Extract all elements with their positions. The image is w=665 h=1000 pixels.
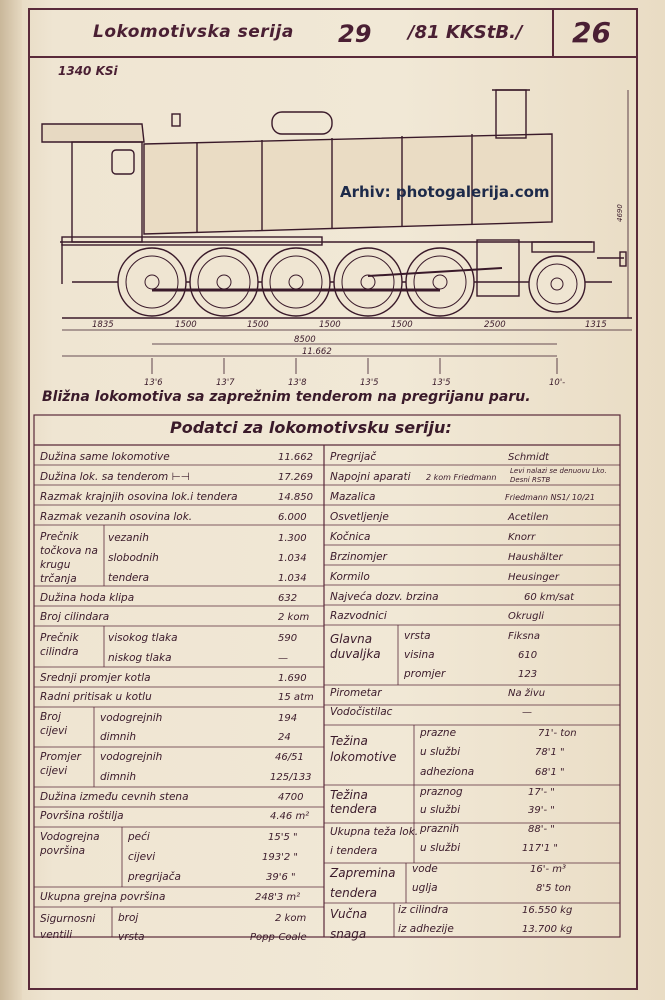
left-sub-label: peći (128, 831, 150, 843)
left-value: Popp-Coale (250, 932, 307, 943)
right-sub-label: iz adhezije (398, 923, 454, 935)
right-label: Razvodnici (330, 610, 387, 622)
left-value: 24 (278, 732, 291, 743)
drawing-caption: Bližna lokomotiva sa zaprežnim tenderom na pregrijanu paru. (42, 389, 531, 405)
left-value: 125/133 (270, 772, 312, 783)
left-sub-label: vodogrejnih (100, 751, 163, 763)
right-sub-label: promjer (404, 668, 446, 680)
right-value: 123 (518, 669, 538, 680)
right-group-label: Težina lokomotive (330, 734, 397, 764)
header-divider (28, 56, 638, 58)
left-sub-label: slobodnih (108, 552, 159, 564)
right-value: 88'- " (528, 824, 555, 835)
left-sub-label: visokog tlaka (108, 632, 178, 644)
left-value: 4.46 m² (270, 811, 310, 822)
right-sub-label: prazne (420, 727, 457, 739)
left-value: 1.690 (278, 673, 307, 684)
right-sub-label: vrsta (404, 630, 431, 642)
series-number: 29 (338, 20, 372, 48)
right-sub-label: uglja (412, 882, 438, 894)
right-value: Schmidt (508, 452, 549, 463)
right-label: Pirometar (330, 687, 382, 699)
axle-load: 13'5 (432, 378, 451, 388)
right-label: Mazalica (330, 491, 376, 503)
left-sub-label: niskog tlaka (108, 652, 172, 664)
left-label: Radni pritisak u kotlu (40, 691, 152, 703)
left-value: 632 (278, 593, 298, 604)
left-sub-label: vezanih (108, 532, 149, 544)
left-group-label: Sigurnosni ventili (40, 913, 96, 941)
left-label: Površina roštilja (40, 810, 124, 822)
left-value: 2 kom (275, 913, 307, 924)
total-dim-b: 11.662 (302, 347, 332, 357)
left-value: 14.850 (278, 492, 313, 503)
left-sub-label: vodogrejnih (100, 712, 163, 724)
left-label: Dužina hoda klipa (40, 592, 135, 604)
left-value: 1.034 (278, 573, 307, 584)
archive-watermark: Arhiv: photogalerija.com (340, 183, 550, 201)
left-group-label: Prečnik cilindra (40, 632, 79, 658)
right-value: 8'5 ton (536, 883, 572, 894)
right-value: 68'1 " (535, 767, 565, 778)
left-value: 6.000 (278, 512, 307, 523)
axle-load: 13'6 (144, 378, 163, 388)
right-sub-label: visina (404, 649, 435, 661)
dim-label: 1500 (247, 320, 269, 330)
right-value: 39'- " (528, 805, 555, 816)
right-group-label: Glavna duvaljka (330, 632, 381, 661)
right-value: 78'1 " (535, 747, 565, 758)
left-label: Srednji promjer kotla (40, 672, 151, 684)
page-number: 26 (572, 16, 611, 49)
right-value: Heusinger (508, 572, 559, 583)
left-value: 39'6 " (266, 872, 296, 883)
right-sub-label: u službi (420, 842, 461, 854)
right-label: Najveća dozv. brzina (330, 591, 439, 603)
left-value: 4700 (278, 792, 304, 803)
left-label: Razmak vezanih osovina lok. (40, 511, 193, 523)
right-value: Knorr (508, 532, 536, 543)
left-sub-label: pregrijača (128, 871, 181, 883)
right-group-label: Zapremina tendera (330, 866, 396, 900)
right-sub-label: praznog (420, 786, 463, 798)
right-label: Napojni aparati (330, 471, 411, 483)
right-label: Brzinomjer (330, 551, 387, 563)
page-number-divider (552, 8, 554, 56)
right-value: Fiksna (508, 631, 540, 642)
right-value: 60 km/sat (524, 592, 575, 603)
left-value: 248'3 m² (255, 892, 301, 903)
left-value: — (278, 653, 288, 664)
right-group-label: Vučna snaga (330, 907, 368, 941)
left-label: Broj cilindara (40, 611, 110, 623)
left-sub-label: tendera (108, 572, 150, 584)
left-label: Dužina lok. sa tenderom ⊢⊣ (40, 471, 190, 483)
left-label: Dužina između cevnih stena (40, 791, 189, 803)
right-value: Okrugli (508, 611, 545, 622)
right-sub-label: iz cilindra (398, 904, 449, 916)
axle-load: 13'5 (360, 378, 379, 388)
right-value: 610 (518, 650, 538, 661)
right-value: 13.700 kg (522, 924, 573, 935)
left-sub-label: cijevi (128, 851, 156, 863)
right-label: Osvetljenje (330, 511, 389, 523)
right-note: Levi nalazi se denuovu Lko. Desni RSTB (510, 467, 607, 484)
right-sub-label: u službi (420, 804, 461, 816)
left-value: 2 kom (278, 612, 310, 623)
right-group-label: Ukupna teža lok. i tendera (330, 826, 419, 857)
right-sub-label: adheziona (420, 766, 475, 778)
right-value: Haushälter (508, 552, 563, 563)
right-group-label: Težina tendera (330, 788, 377, 816)
series-label: Lokomotivska serija (93, 22, 294, 42)
left-group-label: Vodogrejna površina (40, 831, 100, 857)
right-value: 16'- m³ (530, 864, 567, 875)
left-value: 194 (278, 713, 298, 724)
left-group-label: Prečnik točkova na krugu trčanja (40, 531, 98, 585)
right-value: — (522, 707, 532, 718)
right-value: 16.550 kg (522, 905, 573, 916)
right-value: Na živu (508, 688, 546, 699)
axle-load: 13'8 (288, 378, 307, 388)
axle-load: 10'- (549, 378, 566, 388)
right-value: 2 kom Friedmann (426, 473, 497, 482)
left-value: 1.034 (278, 553, 307, 564)
left-value: 590 (278, 633, 298, 644)
right-label: Vodočistilac (330, 706, 393, 718)
left-value: 11.662 (278, 452, 313, 463)
left-value: 17.269 (278, 472, 313, 483)
right-value: Acetilen (508, 512, 549, 523)
right-label: Kormilo (330, 571, 370, 583)
right-value: 117'1 " (522, 843, 558, 854)
dim-label: 1315 (585, 320, 607, 330)
left-value: 15 atm (278, 692, 314, 703)
locomotive-drawing (32, 62, 636, 392)
left-label: Razmak krajnjih osovina lok.i tendera (40, 491, 238, 503)
left-label: Ukupna grejna površina (40, 891, 166, 903)
axle-load: 13'7 (216, 378, 235, 388)
dim-label: 1835 (92, 320, 114, 330)
right-value: Friedmann NS1/ 10/21 (505, 493, 595, 502)
dim-label: 1500 (391, 320, 413, 330)
right-sub-label: praznih (420, 823, 460, 835)
left-value: 46/51 (275, 752, 304, 763)
dim-label: 1500 (319, 320, 341, 330)
old-series: /81 KKStB./ (408, 22, 523, 43)
left-sub-label: vrsta (118, 931, 145, 943)
left-value: 15'5 " (268, 832, 298, 843)
left-sub-label: broj (118, 912, 139, 924)
left-group-label: Broj cijevi (40, 711, 68, 737)
dim-label: 2500 (484, 320, 506, 330)
left-sub-label: dimnih (100, 731, 137, 743)
right-label: Kočnica (330, 531, 371, 543)
right-label: Pregrijač (330, 451, 377, 463)
right-sub-label: u službi (420, 746, 461, 758)
left-label: Dužina same lokomotive (40, 451, 170, 463)
height-dim: 4690 (616, 204, 624, 222)
right-value: 71'- ton (538, 728, 577, 739)
dim-label: 1500 (175, 320, 197, 330)
left-sub-label: dimnih (100, 771, 137, 783)
right-sub-label: vode (412, 863, 438, 875)
left-value: 193'2 " (262, 852, 298, 863)
left-group-label: Promjer cijevi (40, 751, 81, 777)
total-dim-a: 8500 (294, 335, 316, 345)
table-title: Podatci za lokomotivsku seriju: (170, 418, 452, 437)
binding-shadow (0, 0, 22, 1000)
right-value: 17'- " (528, 787, 555, 798)
left-value: 1.300 (278, 533, 307, 544)
ksi-label: 1340 KSi (58, 64, 118, 78)
